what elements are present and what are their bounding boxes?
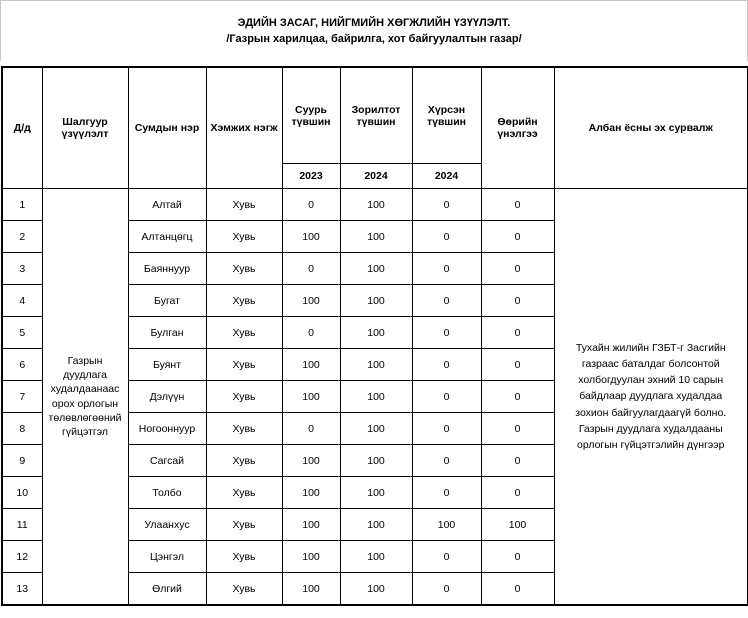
cell-no: 1 bbox=[2, 189, 42, 221]
cell-unit: Хувь bbox=[206, 285, 282, 317]
cell-unit: Хувь bbox=[206, 189, 282, 221]
cell-unit: Хувь bbox=[206, 541, 282, 573]
col-header-no: Д/д bbox=[2, 67, 42, 189]
report-subtitle: /Газрын харилцаа, байрилга, хот байгуулалтын газар/ bbox=[226, 33, 522, 45]
cell-soum: Дэлүүн bbox=[128, 381, 206, 413]
cell-base: 100 bbox=[282, 445, 340, 477]
col-header-target-year: 2024 bbox=[340, 164, 412, 189]
cell-no: 7 bbox=[2, 381, 42, 413]
col-header-base-year: 2023 bbox=[282, 164, 340, 189]
cell-soum: Улаанхус bbox=[128, 509, 206, 541]
cell-achieved: 0 bbox=[412, 413, 481, 445]
cell-achieved: 0 bbox=[412, 317, 481, 349]
col-header-indicator: Шалгуур үзүүлэлт bbox=[42, 67, 128, 189]
cell-no: 2 bbox=[2, 221, 42, 253]
cell-base: 100 bbox=[282, 509, 340, 541]
cell-achieved: 100 bbox=[412, 509, 481, 541]
cell-soum: Алтанцөгц bbox=[128, 221, 206, 253]
cell-no: 4 bbox=[2, 285, 42, 317]
indicator-table bbox=[1, 66, 748, 606]
cell-target: 100 bbox=[340, 349, 412, 381]
cell-no: 6 bbox=[2, 349, 42, 381]
cell-soum: Өлгий bbox=[128, 573, 206, 606]
cell-achieved: 0 bbox=[412, 285, 481, 317]
cell-target: 100 bbox=[340, 317, 412, 349]
cell-unit: Хувь bbox=[206, 413, 282, 445]
report-title: ЭДИЙН ЗАСАГ, НИЙГМИЙН ХӨГЖЛИЙН ҮЗҮҮЛЭЛТ. bbox=[237, 17, 511, 29]
cell-target: 100 bbox=[340, 509, 412, 541]
col-header-achieved-year: 2024 bbox=[412, 164, 481, 189]
col-header-soum: Сумдын нэр bbox=[128, 67, 206, 189]
cell-base: 100 bbox=[282, 541, 340, 573]
cell-base: 100 bbox=[282, 477, 340, 509]
cell-eval: 0 bbox=[481, 413, 554, 445]
cell-no: 13 bbox=[2, 573, 42, 606]
cell-unit: Хувь bbox=[206, 221, 282, 253]
cell-target: 100 bbox=[340, 285, 412, 317]
cell-base: 0 bbox=[282, 317, 340, 349]
cell-achieved: 0 bbox=[412, 221, 481, 253]
cell-target: 100 bbox=[340, 189, 412, 221]
cell-achieved: 0 bbox=[412, 381, 481, 413]
cell-soum: Буянт bbox=[128, 349, 206, 381]
cell-unit: Хувь bbox=[206, 317, 282, 349]
cell-no: 11 bbox=[2, 509, 42, 541]
cell-base: 0 bbox=[282, 253, 340, 285]
cell-eval: 0 bbox=[481, 381, 554, 413]
cell-soum: Толбо bbox=[128, 477, 206, 509]
table-row bbox=[2, 189, 748, 221]
cell-unit: Хувь bbox=[206, 573, 282, 606]
cell-base: 0 bbox=[282, 413, 340, 445]
cell-eval: 0 bbox=[481, 253, 554, 285]
cell-target: 100 bbox=[340, 221, 412, 253]
cell-target: 100 bbox=[340, 573, 412, 606]
cell-eval: 100 bbox=[481, 509, 554, 541]
cell-eval: 0 bbox=[481, 573, 554, 606]
cell-target: 100 bbox=[340, 381, 412, 413]
cell-soum: Алтай bbox=[128, 189, 206, 221]
cell-eval: 0 bbox=[481, 477, 554, 509]
col-header-source: Албан ёсны эх сурвалж bbox=[554, 67, 748, 189]
cell-unit: Хувь bbox=[206, 253, 282, 285]
cell-base: 100 bbox=[282, 573, 340, 606]
cell-achieved: 0 bbox=[412, 189, 481, 221]
report-header bbox=[0, 0, 748, 61]
cell-eval: 0 bbox=[481, 541, 554, 573]
cell-unit: Хувь bbox=[206, 477, 282, 509]
cell-indicator: Газрын дуудлага худалдаанаас орох орлогын төлөвлөгөөний гүйцэтгэл bbox=[42, 189, 128, 606]
cell-base: 100 bbox=[282, 221, 340, 253]
cell-target: 100 bbox=[340, 477, 412, 509]
cell-eval: 0 bbox=[481, 349, 554, 381]
table-body bbox=[2, 189, 748, 606]
cell-target: 100 bbox=[340, 445, 412, 477]
cell-achieved: 0 bbox=[412, 445, 481, 477]
col-header-self-eval: Өөрийн үнэлгээ bbox=[481, 67, 554, 189]
cell-target: 100 bbox=[340, 253, 412, 285]
cell-source: Тухайн жилийн ГЗБТ-г Засгийн газраас баталдаг болсонтой холбогдуулан эхний 10 сарын байдлаар дуудлага худалдаа зохион байгуулагдаагүй болно. Газрын дуудлага худалдааны орлогын гүйцэтгэлийн дүнгээр bbox=[554, 189, 748, 606]
cell-achieved: 0 bbox=[412, 477, 481, 509]
cell-base: 0 bbox=[282, 189, 340, 221]
col-header-unit: Хэмжих нэгж bbox=[206, 67, 282, 189]
cell-no: 9 bbox=[2, 445, 42, 477]
cell-eval: 0 bbox=[481, 221, 554, 253]
col-header-base: Суурь түвшин bbox=[282, 67, 340, 164]
cell-no: 5 bbox=[2, 317, 42, 349]
col-header-target: Зорилтот түвшин bbox=[340, 67, 412, 164]
cell-soum: Булган bbox=[128, 317, 206, 349]
cell-eval: 0 bbox=[481, 189, 554, 221]
cell-unit: Хувь bbox=[206, 349, 282, 381]
col-header-achieved: Хүрсэн түвшин bbox=[412, 67, 481, 164]
cell-eval: 0 bbox=[481, 317, 554, 349]
cell-target: 100 bbox=[340, 413, 412, 445]
cell-unit: Хувь bbox=[206, 381, 282, 413]
cell-eval: 0 bbox=[481, 285, 554, 317]
cell-base: 100 bbox=[282, 381, 340, 413]
cell-soum: Ногооннуур bbox=[128, 413, 206, 445]
cell-achieved: 0 bbox=[412, 349, 481, 381]
cell-target: 100 bbox=[340, 541, 412, 573]
cell-no: 3 bbox=[2, 253, 42, 285]
cell-eval: 0 bbox=[481, 445, 554, 477]
cell-no: 8 bbox=[2, 413, 42, 445]
cell-soum: Сагсай bbox=[128, 445, 206, 477]
cell-no: 10 bbox=[2, 477, 42, 509]
cell-soum: Баяннуур bbox=[128, 253, 206, 285]
cell-base: 100 bbox=[282, 285, 340, 317]
cell-base: 100 bbox=[282, 349, 340, 381]
cell-achieved: 0 bbox=[412, 573, 481, 606]
cell-soum: Бугат bbox=[128, 285, 206, 317]
cell-no: 12 bbox=[2, 541, 42, 573]
cell-achieved: 0 bbox=[412, 541, 481, 573]
cell-unit: Хувь bbox=[206, 509, 282, 541]
cell-unit: Хувь bbox=[206, 445, 282, 477]
cell-achieved: 0 bbox=[412, 253, 481, 285]
cell-soum: Цэнгэл bbox=[128, 541, 206, 573]
